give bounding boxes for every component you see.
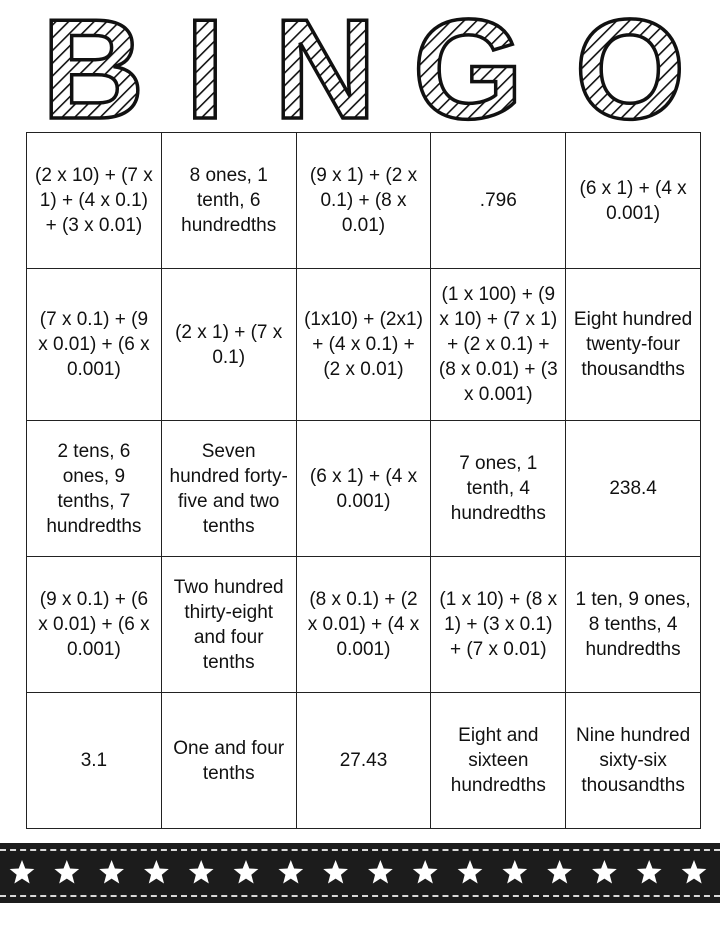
cell-1-1: (2 x 10) + (7 x 1) + (4 x 0.1) + (3 x 0.01) [27, 133, 162, 269]
star-icon [458, 860, 483, 884]
board-row-3 [27, 421, 701, 557]
letter-o: O [574, 0, 686, 130]
star-icon [234, 860, 259, 884]
star-icon [637, 860, 662, 884]
star-icon [10, 860, 35, 884]
bingo-letters [42, 0, 686, 130]
cell-1-5: (6 x 1) + (4 x 0.001) [566, 133, 701, 269]
cell-4-3: (8 x 0.1) + (2 x 0.01) + (4 x 0.001) [296, 557, 431, 693]
cell-1-4: .796 [431, 133, 566, 269]
board-row-5 [27, 693, 701, 829]
cell-2-1: (7 x 0.1) + (9 x 0.01) + (6 x 0.001) [27, 269, 162, 421]
star-icon [547, 860, 572, 884]
board-row-4 [27, 557, 701, 693]
letter-n: N [273, 0, 377, 130]
bingo-title-art [0, 0, 720, 130]
cell-2-5: Eight hundred twenty-four thousandths [566, 269, 701, 421]
cell-4-5: 1 ten, 9 ones, 8 tenths, 4 hundredths [566, 557, 701, 693]
star-icon [502, 860, 527, 884]
star-icon [682, 860, 707, 884]
board-row-1 [27, 133, 701, 269]
cell-2-4: (1 x 100) + (9 x 10) + (7 x 1) + (2 x 0.1) + (8 x 0.01) + (3 x 0.001) [431, 269, 566, 421]
star-ribbon [0, 843, 720, 903]
cell-4-4: (1 x 10) + (8 x 1) + (3 x 0.1) + (7 x 0.01) [431, 557, 566, 693]
cell-4-2: Two hundred thirty-eight and four tenths [161, 557, 296, 693]
star-icon [189, 860, 214, 884]
ribbon-stars [0, 843, 720, 903]
cell-5-4: Eight and sixteen hundredths [431, 693, 566, 829]
cell-2-3: (1x10) + (2x1) + (4 x 0.1) + (2 x 0.01) [296, 269, 431, 421]
star-icon [323, 860, 348, 884]
cell-5-2: One and four tenths [161, 693, 296, 829]
letter-b: B [41, 0, 145, 130]
board-row-2 [27, 269, 701, 421]
letter-g: G [412, 0, 524, 130]
cell-3-1: 2 tens, 6 ones, 9 tenths, 7 hundredths [27, 421, 162, 557]
cell-5-5: Nine hundred sixty-six thousandths [566, 693, 701, 829]
cell-3-3: (6 x 1) + (4 x 0.001) [296, 421, 431, 557]
cell-5-3: 27.43 [296, 693, 431, 829]
cell-1-2: 8 ones, 1 tenth, 6 hundredths [161, 133, 296, 269]
star-icon [54, 860, 79, 884]
cell-3-4: 7 ones, 1 tenth, 4 hundredths [431, 421, 566, 557]
star-icon [99, 860, 124, 884]
cell-3-5: 238.4 [566, 421, 701, 557]
cell-3-2: Seven hundred forty-five and two tenths [161, 421, 296, 557]
bingo-board [26, 132, 701, 829]
star-icon [592, 860, 617, 884]
cell-5-1: 3.1 [27, 693, 162, 829]
star-icon [144, 860, 169, 884]
star-icon [368, 860, 393, 884]
star-icon [278, 860, 303, 884]
cell-4-1: (9 x 0.1) + (6 x 0.01) + (6 x 0.001) [27, 557, 162, 693]
bingo-title [0, 0, 720, 130]
letter-i: I [185, 0, 225, 130]
cell-1-3: (9 x 1) + (2 x 0.1) + (8 x 0.01) [296, 133, 431, 269]
star-icon [413, 860, 438, 884]
cell-2-2: (2 x 1) + (7 x 0.1) [161, 269, 296, 421]
